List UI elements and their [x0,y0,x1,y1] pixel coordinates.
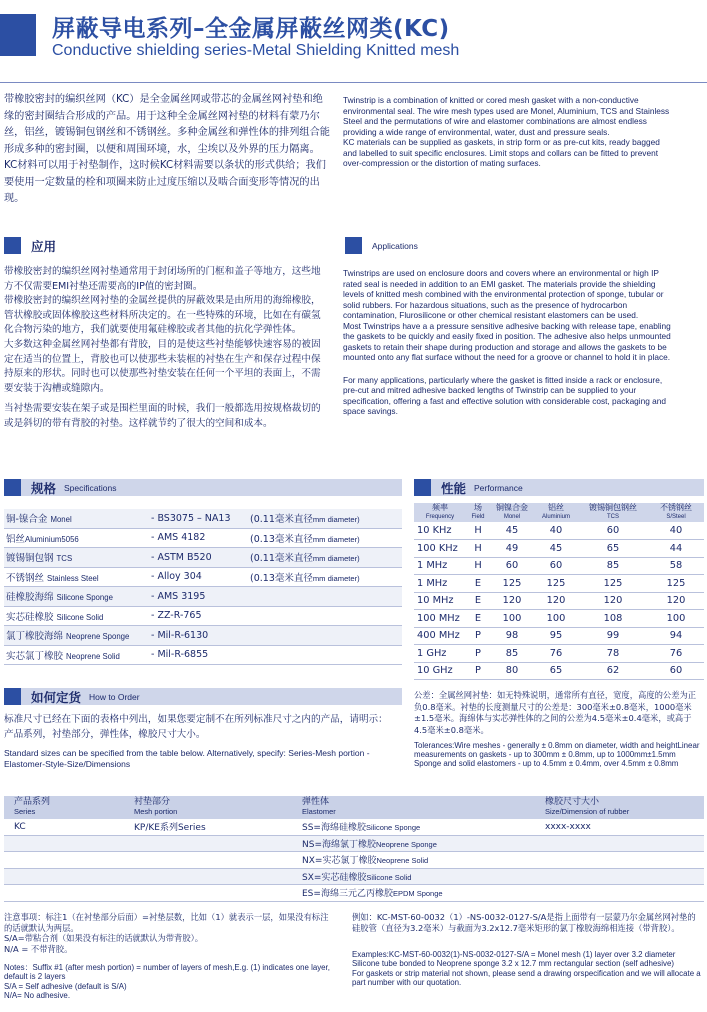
spec-standard: - Mil-R-6855 [151,649,209,661]
spec-standard: - AMS 4182 [151,532,206,544]
performance-row [414,610,704,628]
intro-cn [4,92,330,208]
frequency-cell: 100 KHz [414,540,466,558]
field-cell: E [466,575,490,593]
attenuation-cell: 65 [534,662,578,680]
column-header: 场 Field [466,503,490,522]
example-cn: 例如：KC-MST-60-0032（1）-NS-0032-0127-S/A是指上面带有一层蒙乃尔金属丝网衬垫的硅胶管（直径为3.2毫米）与截面为3.2x12.7毫米矩形的氯丁橡胶海绵相连接（带背胶）。 [352,912,696,933]
attenuation-cell: 120 [578,592,648,610]
attenuation-cell: 85 [578,557,648,575]
elastomer-cell [302,870,545,883]
column-header: 频率 Frequency [414,503,466,522]
spec-standard: - Alloy 304 [151,571,202,583]
attenuation-cell: 58 [648,557,704,575]
order-row [4,819,704,836]
performance-row [414,575,704,593]
section-title: 如何定货 [31,689,82,705]
applications-en [343,268,672,417]
order-row [4,836,704,853]
spec-row [4,568,402,588]
order-instructions-cn: 标准尺寸已经在下面的表格中列出，如果您要定制不在所列标准尺寸之内的产品，请明示：产品系列，衬垫部分，弹性体，橡胶尺寸大小。 [4,714,388,740]
series-cell: KC [14,821,26,832]
spec-material: 铜-镍合金 Monel [6,514,72,526]
applications-en-paragraph-1: Twinstrips are used on enclosure doors and covers where an environmental or high IP rated seal is needed in addition to an EMI gasket. The materials provide the shielding levels of knitted mesh combined with the environmental protection of sponge, tubular or solid rubbers. For hazardous situations, such as the presence of hydrocarbon contamination, Flurosilicone or other chemical resistant elastomers can be used. [343,268,664,320]
elastomer-cn: SS=海绵硅橡胶 [302,823,366,834]
performance-row [414,662,704,680]
spec-diameter: (0.13毫米直径mm diameter) [250,533,360,545]
spec-row [4,548,402,568]
frequency-cell: 10 GHz [414,662,466,680]
spec-row [4,529,402,549]
header-divider [0,82,707,83]
page-subtitle: Conductive shielding series-Metal Shielding Knitted mesh [52,42,460,59]
elastomer-cell [302,837,545,850]
attenuation-cell: 49 [490,540,534,558]
spec-row [4,607,402,627]
attenuation-cell: 125 [534,575,578,593]
column-header: 不锈钢丝 S/Steel [648,503,704,522]
page-title: 屏蔽导电系列–全金属屏蔽丝网类(KC) [52,16,450,42]
attenuation-cell: 45 [490,522,534,540]
mesh-cell: KP/KE系列Series [134,823,206,834]
applications-cn-paragraph-3: 大多数这种金属丝网衬垫都有背胶，目的是使这些衬垫能够快速容易的被固定在适当的位置上，背胶也可以使那些未装框的衬垫在生产和保存过程中保持原来的形状。同时也可以使那些衬垫安装在任何一个平坦的表面上，不需要安装于沟槽或缝隙内。 [4,338,321,394]
attenuation-cell: 100 [534,610,578,628]
order-instructions-en: Standard sizes can be specified from the table below. Alternatively, specify: Series-Mesh portion - Elastomer-Style-Size/Dimensions [4,748,370,769]
frequency-cell: 1 MHz [414,575,466,593]
attenuation-cell: 98 [490,627,534,645]
attenuation-cell: 99 [578,627,648,645]
intro-cn-paragraph-2: KC材料可以用于衬垫制作，这时候KC材料需要以条状的形式供给；我们要使用一定数量的栓和项圈来防止过度压缩以及啮合面变形等情况的出现。 [4,160,326,204]
attenuation-cell: 94 [648,627,704,645]
elastomer-cn: ES=海绵三元乙丙橡胶 [302,889,393,900]
attenuation-cell: 100 [490,610,534,628]
attenuation-cell: 80 [490,662,534,680]
attenuation-cell: 125 [648,575,704,593]
spec-diameter: (0.13毫米直径mm diameter) [250,572,360,584]
elastomer-en: Silicone Sponge [365,823,421,833]
attenuation-cell: 125 [578,575,648,593]
attenuation-cell: 60 [578,522,648,540]
performance-row [414,540,704,558]
attenuation-cell: 120 [648,592,704,610]
column-header: 铜镍合金 Monel [490,503,534,522]
section-title-en: How to Order [89,691,140,702]
performance-row [414,557,704,575]
spec-material: 实芯氯丁橡胶 Neoprene Solid [6,650,120,662]
order-body [4,819,704,902]
header-accent-bar [0,14,36,56]
performance-row [414,627,704,645]
spec-diameter: (0.11毫米直径mm diameter) [250,553,360,565]
performance-row [414,592,704,610]
attenuation-cell: 45 [534,540,578,558]
elastomer-en: EPDM Sponge [392,889,443,899]
attenuation-cell: 62 [578,662,648,680]
field-cell: P [466,662,490,680]
spec-standard: - Mil-R-6130 [151,629,209,641]
spec-row [4,626,402,646]
elastomer-cell [302,820,545,833]
column-header: 衬垫部分 Mesh portion [134,797,178,816]
spec-material: 铝丝Aluminium5056 [6,533,79,545]
spec-material: 镀锡铜包钢 TCS [6,553,73,565]
order-heading [4,688,402,705]
section-title: 规格 [31,480,57,496]
column-header: 铝丝 Aluminium [534,503,578,522]
frequency-cell: 10 MHz [414,592,466,610]
spec-row [4,509,402,529]
performance-row [414,645,704,663]
attenuation-cell: 40 [534,522,578,540]
section-marker [4,688,21,705]
intro-en-paragraph-2: KC materials can be supplied as gaskets, in strip form or as pre-cut kits, ready bagged and labelled to suit specific enclosures. Limit stops and collars can be fitted to prevent over-compression or the distortion of mating surfaces. [343,137,660,168]
field-cell: P [466,627,490,645]
performance-header-row [414,503,704,522]
applications-cn-paragraph-1: 带橡胶密封的编织丝网衬垫通常用于封闭场所的门框和盖子等地方，这些地方不仅需要EMI衬垫还需要高的IP值的密封圈。 [4,266,321,292]
attenuation-cell: 78 [578,645,648,663]
section-title-en: Performance [474,482,523,493]
spec-material: 氯丁橡胶海绵 Neoprene Sponge [6,631,130,643]
intro-en [343,95,672,169]
field-cell: H [466,540,490,558]
attenuation-cell: 95 [534,627,578,645]
column-header: 橡胶尺寸大小 Size/Dimension of rubber [545,797,630,816]
attenuation-cell: 108 [578,610,648,628]
spec-material: 硅橡胶海绵 Silicone Sponge [6,592,113,604]
attenuation-cell: 60 [534,557,578,575]
frequency-cell: 100 MHz [414,610,466,628]
order-row [4,852,704,869]
section-marker [4,479,21,496]
order-row [4,869,704,886]
column-header: 镀锡铜包钢丝 TCS [578,503,648,522]
tolerances-en: Tolerances:Wire meshes - generally ± 0.8mm on diameter, width and heightLinear measurements on gaskets - up to 300mm ± 0.8mm, up to 1000mm±1.5mm Sponge and solid elastomers - up to 4.5mm ± 0.4mm, over 4.5mm ± 0.8mm [414,741,700,769]
section-marker [4,237,21,254]
spec-row [4,646,402,666]
attenuation-cell: 65 [578,540,648,558]
spec-standard: - AMS 3195 [151,590,206,602]
column-header: 产品系列 Series [14,797,51,816]
notes-en: Notes：Suffix #1 (after mesh portion) = number of layers of mesh,E.g. (1) indicates one layer, default is 2 layers S/A = Self adhesive (default is S/A) N/A= No adhesive. [4,963,330,1001]
tolerances-cn: 公差：全属丝网衬垫：如无特殊说明，通常所有直径，宽度，高度的公差为正负0.8毫米。衬垫的长度测量尺寸的公差是：300毫米±0.8毫米，1000毫米±1.5毫米。海绵体与实芯弹性体的之间的公差为4.5毫米±0.4毫米，或高于4.5毫米±0.8毫米。 [414,690,697,735]
attenuation-cell: 125 [490,575,534,593]
attenuation-cell: 120 [534,592,578,610]
attenuation-cell: 60 [490,557,534,575]
attenuation-cell: 60 [648,662,704,680]
applications-heading-en [345,237,418,254]
elastomer-cell [302,886,545,899]
example-en: Examples:KC-MST-60-0032(1)-NS-0032-0127-S/A = Monel mesh (1) layer over 3.2 diameter Silicone tube bonded to Neoprene sponge 3.2 x 12.7 mm rectangular section (self adhesive) For gaskets or strip material not shown, please send a drawing orspecification and we will allocate a part number with our quotation. [352,950,701,988]
field-cell: H [466,557,490,575]
spec-material: 实芯硅橡胶 Silicone Solid [6,611,104,623]
elastomer-cn: NS=海绵氯丁橡胶 [302,839,376,850]
notes-cn: 注意事项：标注1（在衬垫部分后面）=衬垫层数，比如（1）就表示一层，如果没有标注的话就默认为两层。 S/A=带粘合剂（如果没有标注的话就默认为带背胶）。 N/A = 不带背胶。 [4,912,329,954]
field-cell: E [466,610,490,628]
performance-row [414,522,704,540]
applications-en-paragraph-3: For many applications, particularly where the gasket is fitted inside a rack or enclosure, pre-cut and mitred adhesive backed lengths of Twinstrip can be supplied to your specification, offering a fast and effective solution with considerable cost, packaging and space savings. [343,374,667,416]
section-title: 性能 [441,480,467,496]
specifications-heading [4,479,402,496]
field-cell: E [466,592,490,610]
attenuation-cell: 85 [490,645,534,663]
performance-heading [414,479,704,496]
intro-en-paragraph-1: Twinstrip is a combination of knitted or cored mesh gasket with a non-conductive environmental seal. The wire mesh types used are Monel, Aluminium, TCS and Stainless Steel and the permutations of wire and elastomer combinations are almost endless providing a wide range of environmental, water, dust and pressure seals. [343,95,670,137]
intro-cn-paragraph-1: 带橡胶密封的编织丝网（KC）是全金属丝网或带芯的金属丝网衬垫和绝缘的密封圈结合形成的产品。用于这种全金属丝网衬垫的材料有蒙乃尔丝，铝丝，镀锡铜包钢丝和不锈钢丝。多种金属丝和弹性体的排列组合能形成多种的密封圈，以便和周围环境，水，尘埃以及外界的压力隔离。 [4,94,330,155]
elastomer-cell [302,853,545,866]
order-row [4,885,704,902]
section-marker [414,479,431,496]
performance-table [414,503,704,680]
frequency-cell: 400 MHz [414,627,466,645]
section-title: 应用 [31,238,57,254]
applications-en-paragraph-2: Most Twinstrips have a a pressure sensitive adhesive backing with release tape, enabling the gaskets to be quickly and easily fixed in position. The adhesive also helps unmounted gaskets to retain their shape during production and storage and allows the gaskets to be mounted onto any flat surface without the need for a groove or channel to hold it in place. [343,320,671,362]
specifications-table [4,509,402,665]
attenuation-cell: 76 [534,645,578,663]
column-header: 弹性体 Elastomer [302,797,336,816]
order-header-row [4,796,704,819]
spec-diameter: (0.11毫米直径mm diameter) [250,514,360,526]
elastomer-cn: NX=实芯氯丁橡胶 [302,856,377,867]
attenuation-cell: 40 [648,522,704,540]
section-title-en: Specifications [64,482,117,493]
spec-standard: - BS3075 – NA13 [151,512,231,524]
spec-standard: - ZZ-R-765 [151,610,202,622]
spec-row [4,587,402,607]
elastomer-en: Neoprene Solid [376,856,429,866]
section-marker [345,237,362,254]
frequency-cell: 10 KHz [414,522,466,540]
applications-cn-paragraph-4: 当衬垫需要安装在架子或是围栏里面的时候，我们一般都选用按规格裁切的或是斜切的带有背胶的衬垫。这样就节约了很大的空间和成本。 [4,403,321,429]
attenuation-cell: 100 [648,610,704,628]
applications-cn-paragraph-2: 带橡胶密封的编织丝网衬垫的金属丝提供的屏蔽效果是由所用的海绵橡胶，管状橡胶或固体橡胶这些材料所决定的。在一些特殊的环境，比如在有碳氢化合物污染的地方，我们就要使用氟硅橡胶或者其他的抗化学弹性体。 [4,295,321,336]
attenuation-cell: 120 [490,592,534,610]
size-cell: xxxx-xxxx [545,821,591,832]
elastomer-en: Silicone Solid [366,872,412,882]
elastomer-en: Neoprene Sponge [376,839,437,849]
spec-material: 不锈钢丝 Stainless Steel [6,572,99,584]
attenuation-cell: 76 [648,645,704,663]
performance-body [414,522,704,680]
applications-heading-cn [4,237,64,254]
frequency-cell: 1 GHz [414,645,466,663]
elastomer-cn: SX=实芯硅橡胶 [302,872,367,883]
applications-cn [4,265,330,432]
attenuation-cell: 44 [648,540,704,558]
spec-standard: - ASTM B520 [151,551,212,563]
frequency-cell: 1 MHz [414,557,466,575]
field-cell: H [466,522,490,540]
order-table [4,796,704,902]
section-title-en: Applications [372,240,418,251]
field-cell: P [466,645,490,663]
